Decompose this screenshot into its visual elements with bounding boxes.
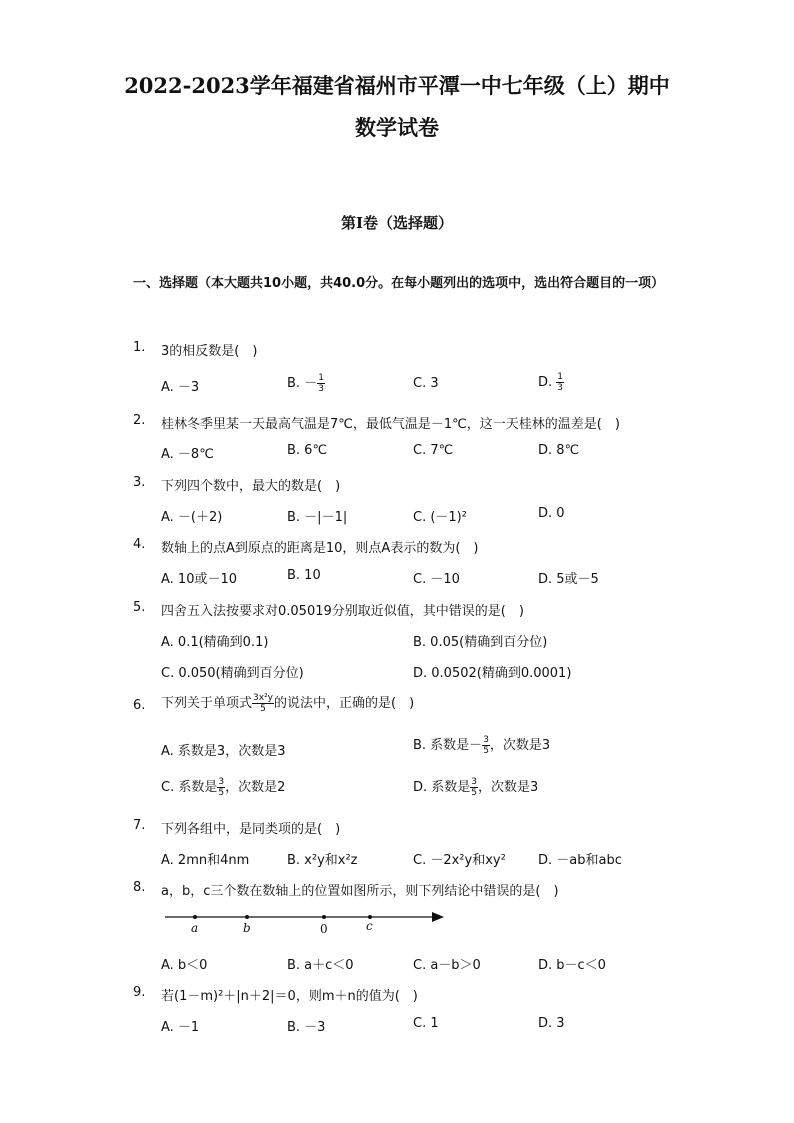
- option-b-label: B. 系数是－: [413, 738, 483, 753]
- point-origin: [322, 915, 326, 919]
- fraction-numerator: 1: [318, 373, 324, 383]
- option-d[interactable]: D. 0: [538, 506, 565, 521]
- fraction-numerator: 1: [557, 372, 564, 382]
- option-d[interactable]: D. 8℃: [538, 443, 580, 458]
- option-c[interactable]: C. 3: [413, 376, 439, 391]
- fraction-numerator: 3: [471, 777, 478, 787]
- fraction: [556, 372, 564, 393]
- option-a[interactable]: A. －1: [161, 1020, 200, 1035]
- option-d-label: D. 系数是: [413, 780, 471, 795]
- option-d[interactable]: D. 5或－5: [538, 572, 599, 587]
- option-d[interactable]: D. 0.0502(精确到0.0001): [413, 666, 572, 681]
- option-c[interactable]: C. (－1)²: [413, 510, 467, 525]
- option-b[interactable]: B. x²y和x²z: [287, 853, 358, 868]
- option-b[interactable]: [287, 372, 325, 394]
- option-a[interactable]: A. 系数是3，次数是3: [161, 744, 286, 759]
- fraction: [217, 777, 225, 798]
- option-a[interactable]: A. 2mn和4nm: [161, 853, 250, 868]
- question-number: 7.: [133, 818, 146, 833]
- label-c: c: [366, 919, 373, 933]
- option-c[interactable]: C. a－b＞0: [413, 958, 481, 973]
- option-a[interactable]: A. b＜0: [161, 958, 208, 973]
- arrow-icon: [432, 912, 444, 922]
- option-b[interactable]: B. 0.05(精确到百分位): [413, 635, 548, 650]
- fraction: [482, 735, 490, 756]
- option-b[interactable]: B. 10: [287, 568, 321, 583]
- option-c[interactable]: C. 0.050(精确到百分位): [161, 666, 304, 681]
- option-b-label: B. －: [287, 376, 318, 391]
- option-b[interactable]: B. 6℃: [287, 443, 328, 458]
- option-c[interactable]: C. 7℃: [413, 443, 454, 458]
- fraction-numerator: 3: [218, 777, 225, 787]
- question-text-before: 下列关于单项式: [161, 696, 253, 711]
- option-b[interactable]: B. －|－1|: [287, 510, 348, 525]
- question-6: [133, 692, 693, 720]
- exam-title-line2: 数学试卷: [355, 115, 439, 140]
- question-number: 2.: [133, 413, 146, 428]
- option-b[interactable]: [413, 734, 550, 756]
- question-text: 若(1－m)²＋|n＋2|＝0，则m＋n的值为( ): [161, 989, 418, 1004]
- option-c-tail: ，次数是2: [225, 780, 286, 795]
- question-number: 3.: [133, 475, 146, 490]
- option-c-label: C. 系数是: [161, 780, 218, 795]
- fraction-numerator: 3x²y: [253, 693, 274, 703]
- question-text: 下列各组中，是同类项的是( ): [161, 822, 341, 837]
- question-text: 下列四个数中，最大的数是( ): [161, 479, 341, 494]
- exam-title-line1: 2022-2023学年福建省福州市平潭一中七年级（上）期中: [124, 73, 670, 98]
- fraction-denominator: 5: [483, 746, 489, 756]
- question-text: [161, 692, 414, 714]
- option-d[interactable]: D. b－c＜0: [538, 958, 606, 973]
- question-number: 8.: [133, 880, 146, 895]
- fraction-denominator: 3: [318, 384, 324, 394]
- label-a: a: [191, 921, 199, 935]
- part-heading: 一、选择题（本大题共10小题，共40.0分。在每小题列出的选项中，选出符合题目的一项）: [133, 276, 665, 291]
- option-c[interactable]: C. 1: [413, 1016, 439, 1031]
- option-c[interactable]: C. －2x²y和xy²: [413, 853, 506, 868]
- fraction-numerator: 3: [483, 735, 489, 745]
- question-text: 3的相反数是( ): [161, 344, 258, 359]
- option-d-label: D.: [538, 375, 557, 390]
- fraction-denominator: 3: [557, 383, 564, 393]
- question-text: 数轴上的点A到原点的距离是10，则点A表示的数为( ): [161, 541, 479, 556]
- option-d[interactable]: D. －ab和abc: [538, 853, 622, 868]
- question-number: 4.: [133, 537, 146, 552]
- label-zero: 0: [320, 922, 328, 936]
- fraction: [470, 777, 478, 798]
- point-b: [245, 915, 249, 919]
- question-number: 9.: [133, 985, 146, 1000]
- point-a: [193, 915, 197, 919]
- question-text: 四舍五入法按要求对0.05019分别取近似值，其中错误的是( ): [161, 604, 524, 619]
- option-d[interactable]: [413, 776, 538, 798]
- section-title: 第Ⅰ卷（选择题）: [340, 214, 454, 232]
- option-a[interactable]: A. 10或－10: [161, 572, 238, 587]
- fraction-denominator: 5: [471, 788, 478, 798]
- option-a[interactable]: A. 0.1(精确到0.1): [161, 635, 269, 650]
- question-text-after: 的说法中，正确的是( ): [274, 696, 415, 711]
- question-number: 6.: [133, 698, 146, 713]
- option-c[interactable]: C. －10: [413, 572, 460, 587]
- option-d[interactable]: D. 3: [538, 1016, 565, 1031]
- number-line: [160, 905, 450, 937]
- label-b: b: [243, 921, 251, 935]
- fraction-denominator: 5: [218, 788, 225, 798]
- option-b-tail: ，次数是3: [489, 738, 551, 753]
- option-b[interactable]: B. a＋c＜0: [287, 958, 354, 973]
- option-d-tail: ，次数是3: [478, 780, 539, 795]
- fraction-denominator: 5: [260, 704, 266, 714]
- option-a[interactable]: A. －(＋2): [161, 510, 223, 525]
- option-d[interactable]: [538, 372, 564, 393]
- monomial-fraction: [252, 693, 274, 714]
- fraction: [317, 373, 325, 394]
- question-number: 1.: [133, 340, 146, 355]
- question-text: a，b，c三个数在数轴上的位置如图所示，则下列结论中错误的是( ): [161, 884, 559, 899]
- option-a[interactable]: A. －3: [161, 380, 200, 395]
- option-c[interactable]: [161, 776, 285, 798]
- option-b[interactable]: B. －3: [287, 1020, 326, 1035]
- option-a[interactable]: A. －8℃: [161, 447, 214, 462]
- question-number: 5.: [133, 600, 146, 615]
- question-text: 桂林冬季里某一天最高气温是7℃，最低气温是－1℃，这一天桂林的温差是( ): [161, 417, 620, 432]
